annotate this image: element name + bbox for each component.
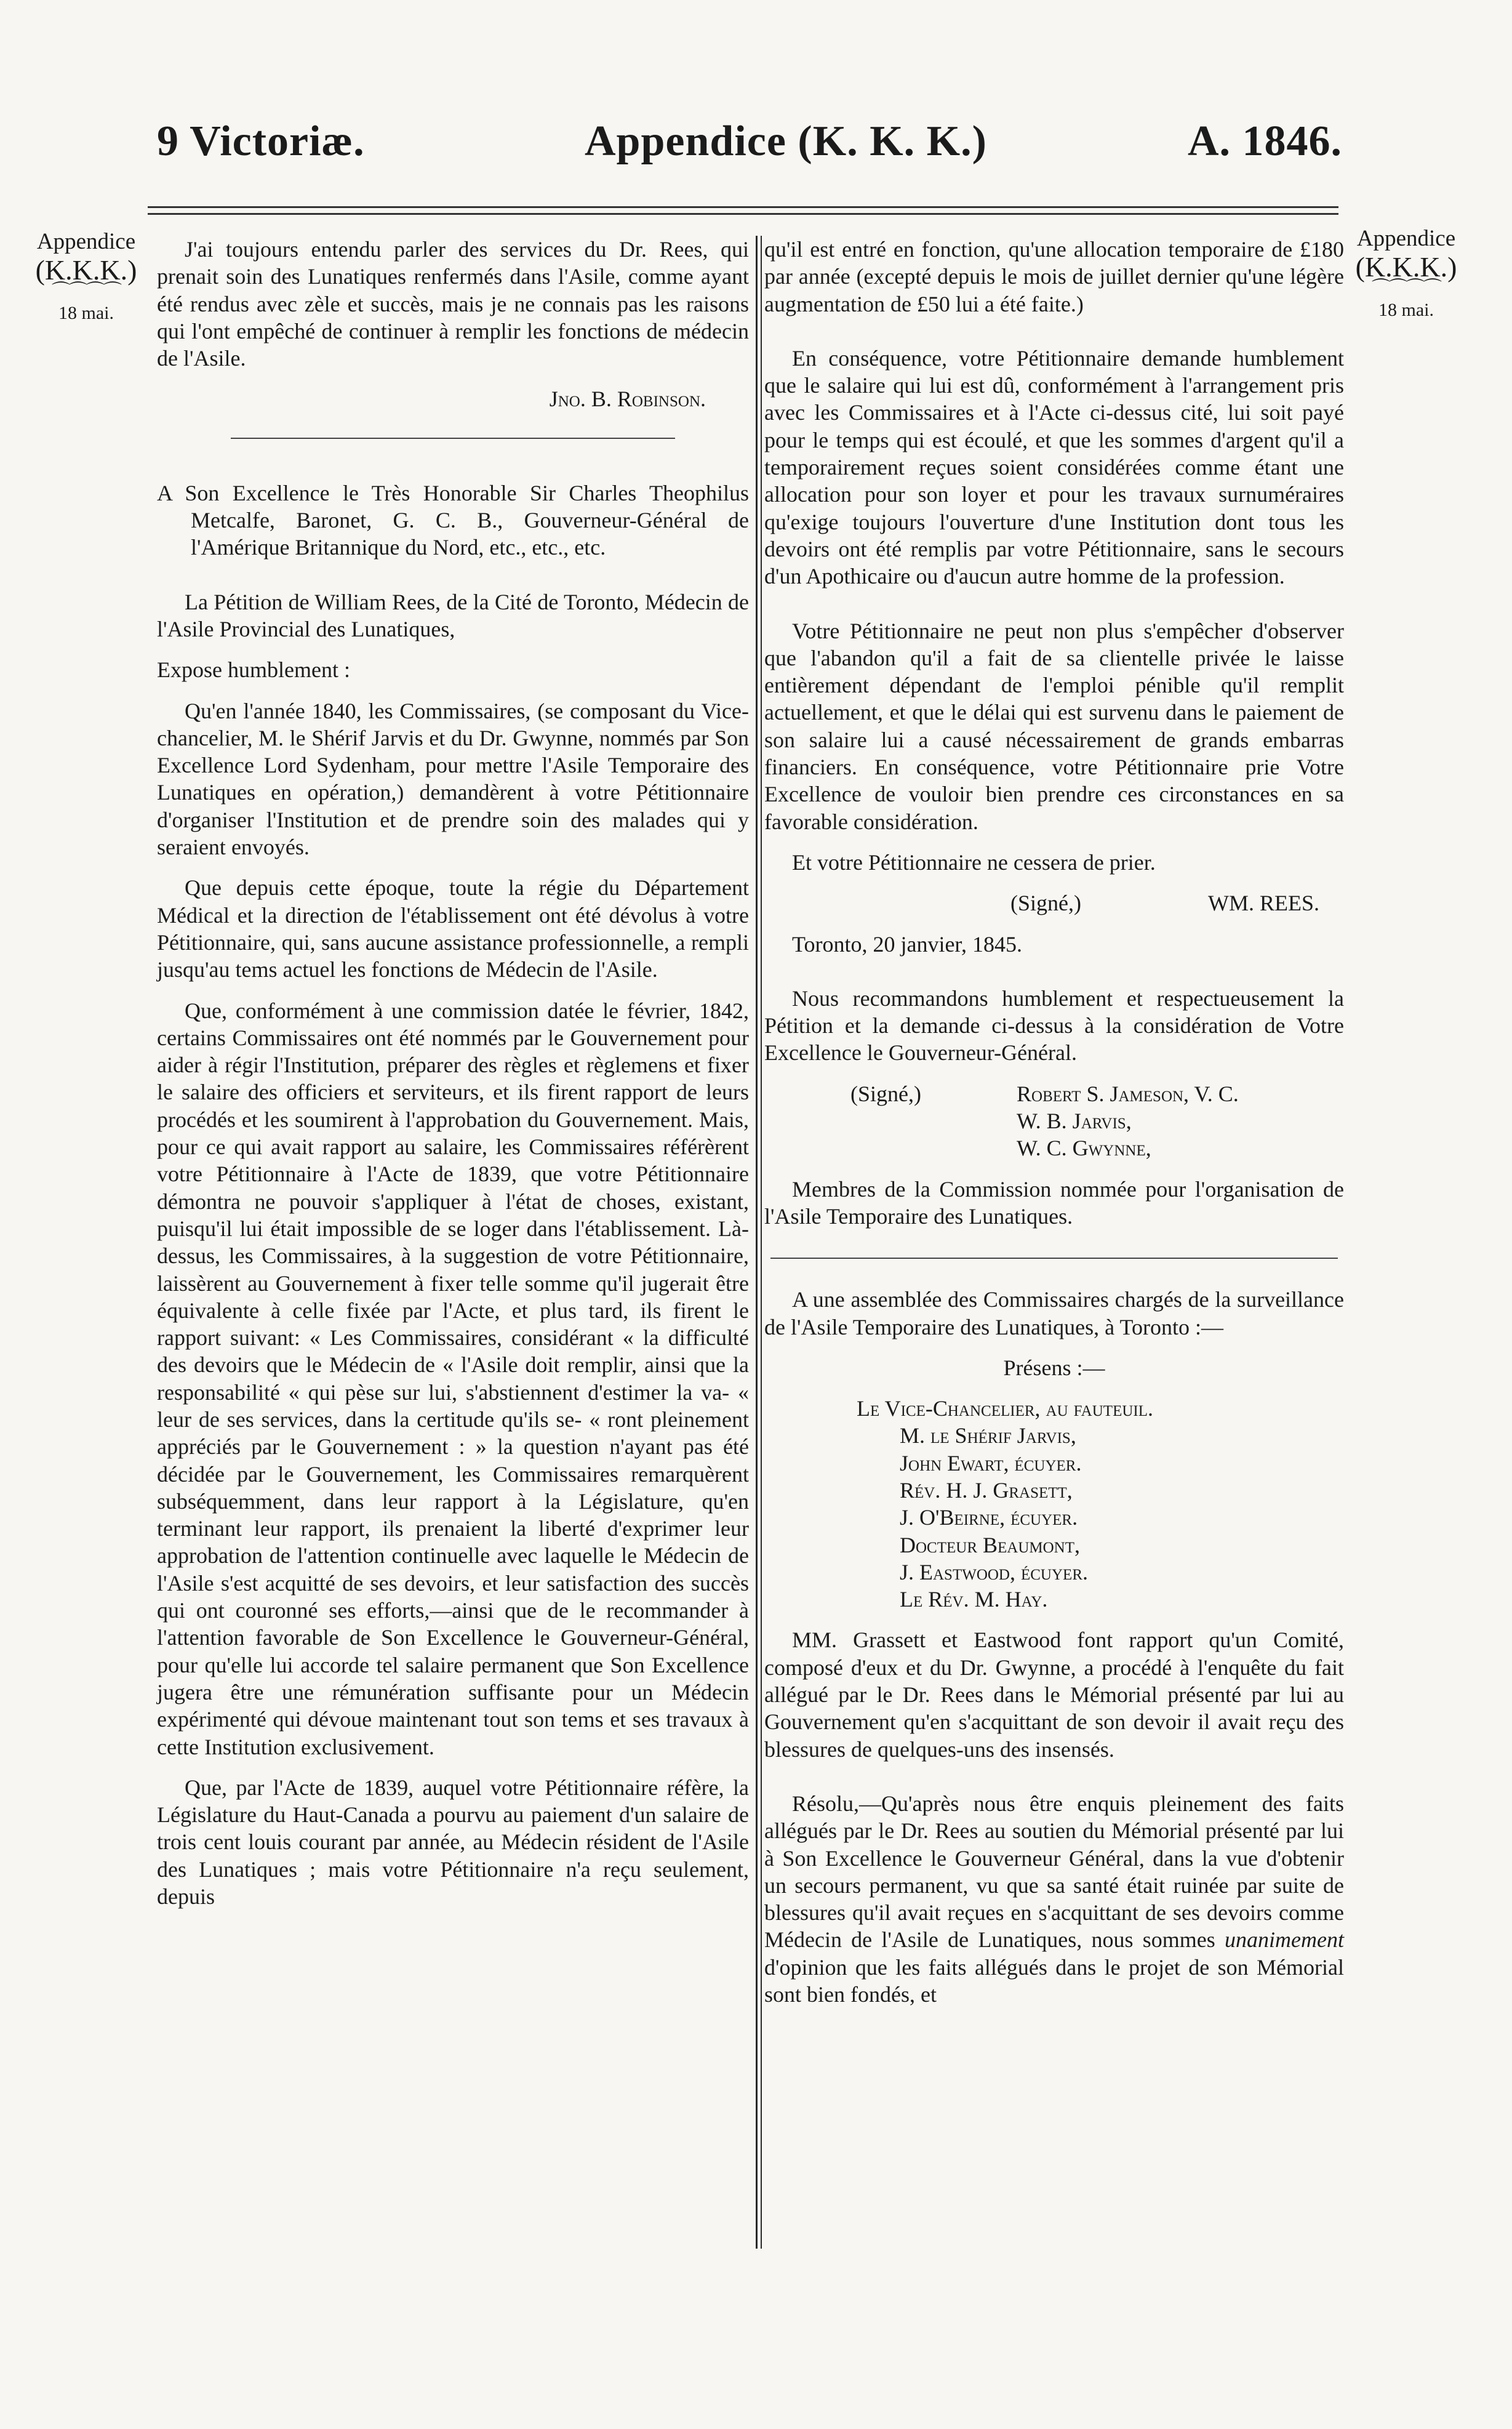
paragraph [764,1790,1344,2008]
header-session: 9 Victoriæ. [157,118,365,165]
paragraph: Expose humblement : [157,657,350,683]
paragraph: Et votre Pétitionnaire ne cessera de prier. [792,849,1156,875]
paragraph: Nous recommandons humblement et respectueusement la Pétition et la demande ci-dessus à la considération de Votre Excellence le Gouverneur-Général. [764,986,1344,1066]
margin-note-left [25,228,148,327]
right-column [764,236,1344,2008]
signatory: W. C. Gwynne, [1017,1136,1151,1161]
paragraph: La Pétition de William Rees, de la Cité de Toronto, Médecin de l'Asile Provincial des Lunatiques, [157,589,749,641]
column-divider [756,236,758,2249]
resolution-emphasis: unanimement [1225,1927,1345,1953]
signatory-list [1017,1080,1239,1162]
section-divider [231,438,675,439]
paragraph: Membres de la Commission nommée pour l'organisation de l'Asile Temporaire des Lunatiques. [764,1176,1344,1229]
attendee: Le Rév. M. Hay. [900,1587,1048,1612]
address-line: A Son Excellence le Très Honorable Sir Charles Theophilus Metcalfe, Baronet, G. C. B., Gouverneur-Général de l'Amérique Britannique du Nord, etc., etc., etc. [157,480,749,560]
paragraph: qu'il est entré en fonction, qu'une allocation temporaire de £180 par année (excepté depuis le mois de juillet dernier qu'une légère augmentation de £50 lui a été faite.) [764,237,1344,316]
left-column [157,236,749,1910]
attendee: M. le Shérif Jarvis, [900,1423,1076,1448]
column-divider-inner [761,236,762,2249]
margin-note-code: (K.K.K.) [1355,251,1457,283]
margin-note-code: (K.K.K.) [35,254,137,286]
signature: Jno. B. Robinson. [549,387,706,412]
paragraph: En conséquence, votre Pétitionnaire demande humblement que le salaire qui lui est dû, conformément à l'arrangement pris avec les Commissaires et à l'Acte ci-dessus cité, lui soit payé pour le temps qui est écoulé, et que les sommes d'argent qu'il a temporairement reçues soient considérées comme étant une allocation pour son loyer et pour les travaux surnuméraires qu'exige toujours l'ouverture d'une Institution dont tous les devoirs ont été remplis par votre Pétitionnaire, sans le secours d'un Apothicaire ou d'aucun autre homme de la profession. [764,345,1344,589]
signed-label: (Signé,) [850,1081,921,1106]
attendee: J. O'Beirne, écuyer. [900,1505,1078,1530]
header-year: A. 1846. [1188,118,1343,165]
attendee: Le Vice-Chancelier, au fauteuil. [857,1396,1153,1421]
signature-block [764,1080,1344,1162]
paragraph: Que depuis cette époque, toute la régie du Département Médical et la direction de l'établissement ont été dévolus à votre Pétitionnaire, qui, sans aucune assistance professionnelle, a rempli jusqu'au tems actuel les fonctions de Médecin de l'Asile. [157,875,749,982]
signature-line [764,889,1344,917]
margin-brace: ⌒⌒⌒⌒ [1372,278,1441,299]
resolution-tail: d'opinion que les faits allégués dans le projet de son Mémorial sont bien fondés, et [764,1954,1344,2007]
signatory: Robert S. Jameson, V. C. [1017,1081,1239,1106]
resolution-lead: Résolu,—Qu'après nous être enquis pleinement des faits allégués par le Dr. Rees au soutien du Mémorial présenté par lui à Son Excellence le Gouverneur Général, dans la vue d'obtenir un secours permanent, vu que sa santé était ruinée par suite de blessures qu'il avait reçues en s'acquittant de ses devoirs comme Médecin de l'Asile de Lunatiques, nous sommes [764,1791,1344,1953]
margin-note-title: Appendice [36,229,136,254]
paragraph: Que, conformément à une commission datée le février, 1842, certains Commissaires ont été nommés par le Gouvernement pour aider à régir l'Institution, préparer des règles et règlemens et fixer le salaire des officiers et serviteurs, et ils firent rapport de leurs procédés et les soumirent à l'approbation du Gouvernement. Mais, pour ce qui avait rapport au salaire, les Commissaires référèrent votre Pétitionnaire à l'Acte de 1839, que votre Pétitionnaire démontra ne pouvoir s'appliquer à l'état de choses, existant, puisqu'il lui était impossible de se loger dans l'établissement. Là-dessus, les Commissaires, à la suggestion de votre Pétitionnaire, laissèrent au Gouvernement à fixer telle somme qu'il jugerait être équivalente à celle fixée par l'Acte, et plus tard, ils firent le rapport suivant: « Les Commissaires, considérant « la difficulté des devoirs que le Médecin de « l'Asile doit remplir, ainsi que la responsabilité « qui pèse sur lui, s'abstiennent d'estimer la va- « leur de ses services, dans la certitude qu'ils se- « ront pleinement appréciés par le Gouvernement : » la question n'ayant pas été décidée par le Gouvernement, les Commissaires remarquèrent subséquemment, dans leur rapport à la Législature, qu'en terminant leur rapport, ils prenaient la liberté d'exprimer leur approbation de l'attention continuelle avec laquelle le Médecin de l'Asile s'est acquitté de ses devoirs, et leur satisfaction des succès qui ont couronné ses efforts,—ainsi que de le recommander à l'attention favorable de Son Excellence le Gouverneur-Général, pour qu'elle lui accorde tel salaire permanent que Son Excellence jugera être une rémunération suffisante pour un Médecin expérimenté qui dévoue maintenant tout son tems et ses travaux à cette Institution exclusivement. [157,998,749,1759]
header-rule-bottom [148,213,1338,215]
paragraph: J'ai toujours entendu parler des services du Dr. Rees, qui prenait soin des Lunatiques renfermés dans l'Asile, comme ayant été rendus avec zèle et succès, mais je ne connais pas les raisons qui l'ont empêché de continuer à remplir les fonctions de médecin de l'Asile. [157,237,749,371]
header-title: Appendice (K. K. K.) [585,118,987,165]
attendee-list [764,1395,1344,1613]
signed-name: WM. REES. [1207,891,1319,916]
margin-note-title: Appendice [1356,226,1456,251]
place-date: Toronto, 20 janvier, 1845. [792,931,1022,957]
margin-note-date: 18 mai. [58,303,114,323]
present-title: Présens :— [1003,1355,1105,1380]
attendee: Rév. H. J. Grasett, [900,1477,1073,1503]
attendee: J. Eastwood, écuyer. [900,1559,1088,1584]
paragraph: Que, par l'Acte de 1839, auquel votre Pétitionnaire réfère, la Législature du Haut-Canada a pourvu au paiement d'un salaire de trois cent louis courant par année, au Médecin résident de l'Asile des Lunatiques ; mais votre Pétitionnaire n'a reçu seulement, depuis [157,1775,749,1909]
attendee: Docteur Beaumont, [900,1532,1080,1557]
section-divider [770,1258,1338,1259]
margin-brace: ⌒⌒⌒⌒ [52,281,121,302]
paragraph: MM. Grassett et Eastwood font rapport qu'un Comité, composé d'eux et du Dr. Gwynne, a procédé à l'enquête du fait allégué par le Dr. Rees dans le Mémorial présenté par lui au Gouvernement qu'en s'acquittant de son devoir il avait reçu des blessures de quelques-uns des insensés. [764,1628,1344,1762]
attendee: John Ewart, écuyer. [900,1450,1082,1475]
paragraph: Votre Pétitionnaire ne peut non plus s'empêcher d'observer que l'abandon qu'il a fait de sa clientelle privée le laisse entièrement dépendant de l'emploi pénible qu'il remplit actuellement, et que le délai qui est survenu dans le paiement de son salaire lui a causé nécessairement de grands embarras financiers. En conséquence, votre Pétitionnaire prie Votre Excellence de vouloir bien prendre ces circonstances en sa favorable considération. [764,618,1344,834]
header-rule-top [148,206,1338,208]
paragraph: Qu'en l'année 1840, les Commissaires, (se composant du Vice-chancelier, M. le Shérif Jarvis et du Dr. Gwynne, nommés par Son Excellence Lord Sydenham, pour mettre l'Asile Temporaire des Lunatiques en opération,) demandèrent à votre Pétitionnaire d'organiser l'Institution et de prendre soin des malades qui y seraient envoyés. [157,698,749,860]
signatory: W. B. Jarvis, [1017,1109,1132,1134]
signed-label: (Signé,) [1010,891,1081,916]
paragraph: A une assemblée des Commissaires chargés de la surveillance de l'Asile Temporaire des Lunatiques, à Toronto :— [764,1287,1344,1339]
margin-note-date: 18 mai. [1378,300,1434,320]
margin-note-right [1345,225,1468,324]
